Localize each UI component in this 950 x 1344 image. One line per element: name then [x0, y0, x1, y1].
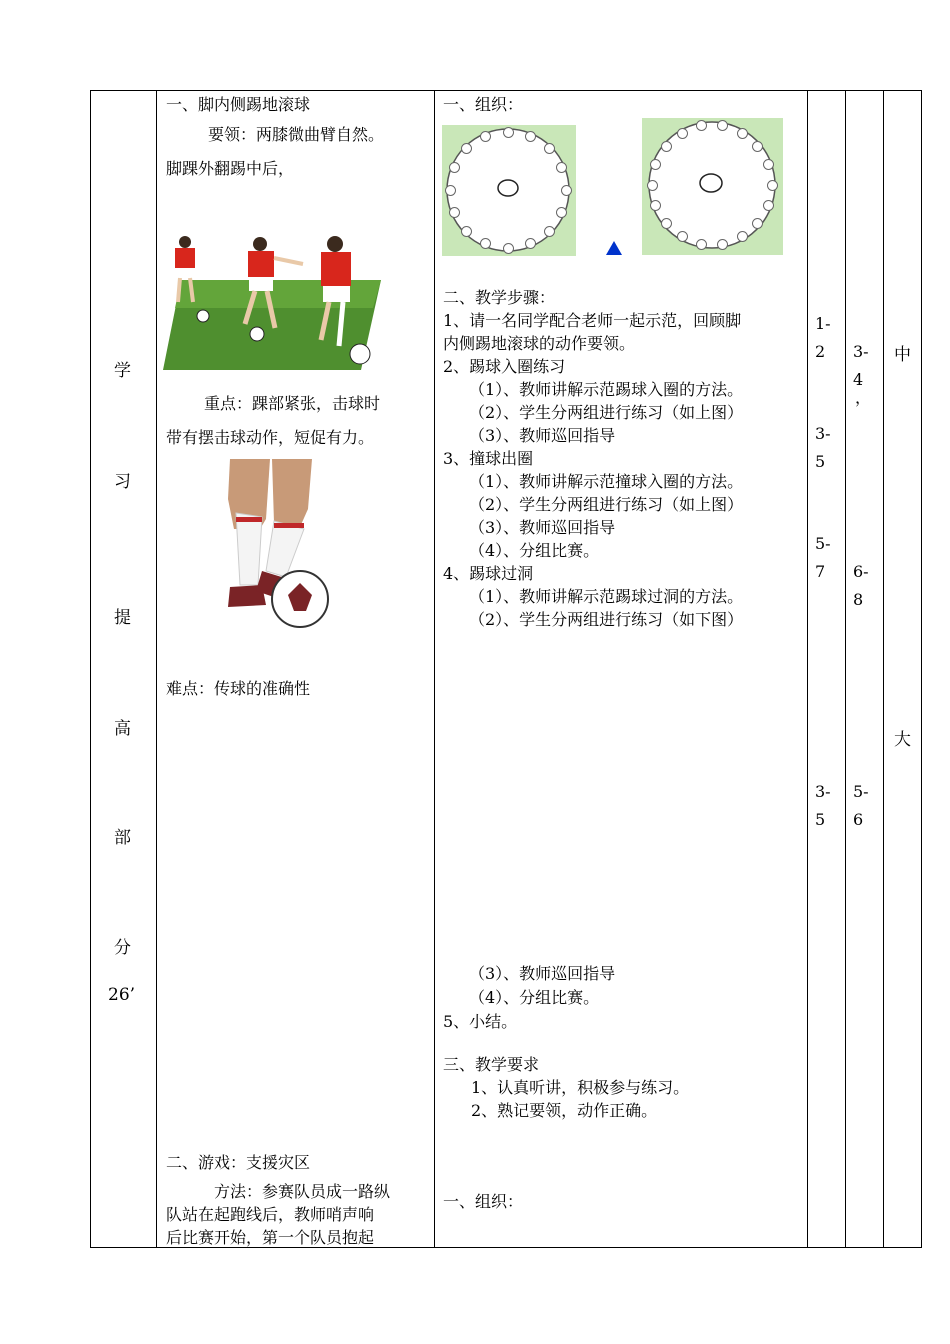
step-line: （1）、教师讲解示范踢球过洞的方法。	[469, 587, 744, 606]
requirements-title: 三、教学要求	[443, 1055, 540, 1074]
student-marker-icon	[561, 185, 572, 196]
count-value: 5-	[815, 534, 831, 553]
difficulty-line: 难点：传球的准确性	[166, 679, 311, 698]
organization-title: 一、组织：	[443, 1192, 524, 1211]
student-marker-icon	[763, 159, 774, 170]
student-marker-icon	[449, 207, 460, 218]
student-marker-icon	[677, 231, 688, 242]
student-marker-icon	[650, 159, 661, 170]
step-line: 内侧踢地滚球的动作要领。	[443, 334, 636, 353]
circle-formation-diagram	[642, 118, 783, 255]
student-marker-icon	[717, 239, 728, 250]
count-value: 3-	[815, 424, 831, 443]
column-divider	[156, 91, 157, 1247]
count-value: 1-	[815, 314, 831, 333]
student-marker-icon	[647, 180, 658, 191]
step-line: （4）、分组比赛。	[469, 541, 600, 560]
players-kicking-image	[163, 228, 381, 372]
count-value: 3-	[815, 782, 831, 801]
student-marker-icon	[525, 238, 536, 249]
time-value: 3-	[853, 342, 869, 361]
step-line: （2）、学生分两组进行练习（如上图）	[469, 403, 744, 422]
step-line: （4）、分组比赛。	[469, 988, 600, 1007]
teacher-marker-icon	[605, 240, 623, 256]
section-duration: 26’	[108, 985, 136, 1005]
step-line: （2）、学生分两组进行练习（如下图）	[469, 610, 744, 629]
time-value: ，	[855, 388, 872, 407]
essentials-line: 脚踝外翻踢中后，	[166, 159, 295, 178]
column-divider	[434, 91, 435, 1247]
load-value: 大	[894, 730, 911, 750]
method-line: 方法：参赛队员成一路纵	[214, 1182, 391, 1201]
student-marker-icon	[525, 131, 536, 142]
step-line: （2）、学生分两组进行练习（如上图）	[469, 495, 744, 514]
student-marker-icon	[767, 180, 778, 191]
section-char: 提	[114, 608, 131, 628]
load-value: 中	[894, 345, 911, 365]
section-char: 部	[114, 828, 131, 848]
column-divider	[807, 91, 808, 1247]
student-marker-icon	[661, 218, 672, 229]
step-line: 5、小结。	[443, 1012, 518, 1031]
section-char: 高	[114, 719, 131, 739]
student-marker-icon	[661, 141, 672, 152]
student-marker-icon	[544, 143, 555, 154]
section-char: 习	[114, 472, 131, 492]
count-value: 2	[815, 342, 826, 361]
time-value: 5-	[853, 782, 869, 801]
time-value: 8	[853, 590, 864, 609]
section-char: 学	[114, 361, 131, 381]
time-value: 6-	[853, 562, 869, 581]
key-point-line: 带有摆击球动作，短促有力。	[166, 428, 375, 447]
kicking-legs-image	[200, 459, 340, 663]
method-line: 后比赛开始，第一个队员抱起	[166, 1228, 375, 1247]
student-marker-icon	[503, 243, 514, 254]
count-value: 5	[815, 810, 826, 829]
count-value: 5	[815, 452, 826, 471]
student-marker-icon	[445, 185, 456, 196]
organization-title: 一、组织：	[443, 95, 524, 114]
student-marker-icon	[737, 128, 748, 139]
requirement-line: 1、认真听讲，积极参与练习。	[471, 1078, 690, 1097]
steps-title: 二、教学步骤：	[443, 288, 556, 307]
student-marker-icon	[677, 128, 688, 139]
step-line: 1、请一名同学配合老师一起示范，回顾脚	[443, 311, 742, 330]
step-line: 4、踢球过洞	[443, 564, 534, 583]
heading-game: 二、游戏：支援灾区	[166, 1153, 311, 1172]
student-marker-icon	[461, 226, 472, 237]
student-marker-icon	[503, 127, 514, 138]
step-line: 3、撞球出圈	[443, 449, 534, 468]
step-line: （1）、教师讲解示范撞球入圈的方法。	[469, 472, 744, 491]
student-marker-icon	[544, 226, 555, 237]
student-marker-icon	[556, 207, 567, 218]
step-line: （1）、教师讲解示范踢球入圈的方法。	[469, 380, 744, 399]
student-marker-icon	[696, 239, 707, 250]
student-marker-icon	[763, 200, 774, 211]
heading-inside-kick: 一、脚内侧踢地滚球	[166, 95, 311, 114]
time-value: 6	[853, 810, 864, 829]
count-value: 7	[815, 562, 826, 581]
key-point-line: 重点：踝部紧张，击球时	[204, 394, 381, 413]
student-marker-icon	[737, 231, 748, 242]
column-divider	[883, 91, 884, 1247]
requirement-line: 2、熟记要领，动作正确。	[471, 1101, 658, 1120]
column-divider	[845, 91, 846, 1247]
step-line: 2、踢球入圈练习	[443, 357, 566, 376]
step-line: （3）、教师巡回指导	[469, 518, 616, 537]
step-line: （3）、教师巡回指导	[469, 964, 616, 983]
method-line: 队站在起跑线后，教师哨声响	[166, 1205, 375, 1224]
essentials-line: 要领：两膝微曲臂自然。	[208, 125, 385, 144]
time-value: 4	[853, 370, 864, 389]
step-line: （3）、教师巡回指导	[469, 426, 616, 445]
section-char: 分	[114, 938, 131, 958]
